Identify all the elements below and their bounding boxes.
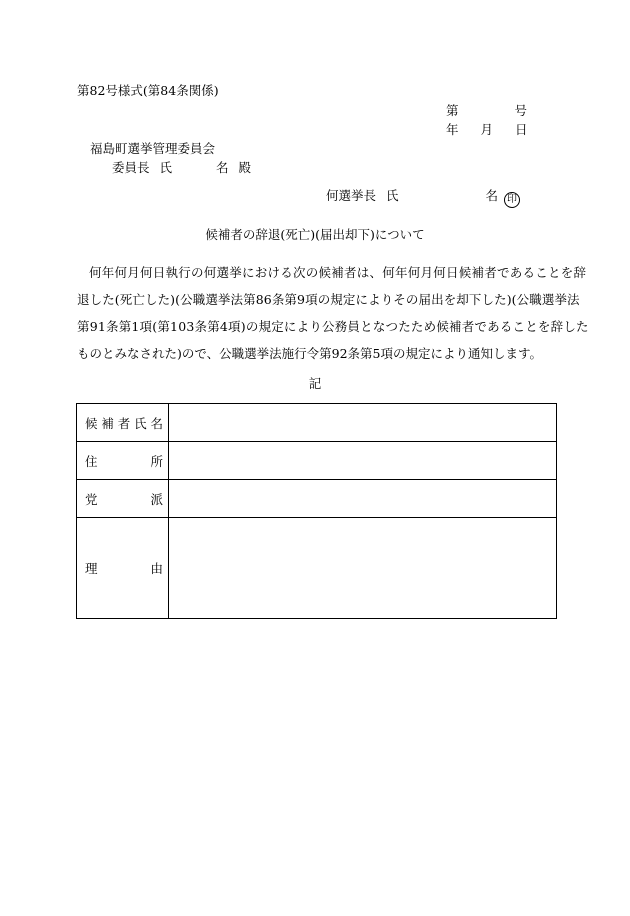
document-title: 候補者の辞退(死亡)(届出却下)について: [205, 227, 425, 242]
label-char: 補: [101, 415, 114, 431]
label-char: 党: [85, 491, 98, 507]
label-char: 候: [85, 415, 98, 431]
address-label: [77, 442, 169, 480]
body-paragraph: [77, 259, 589, 367]
body-line: 何年何月何日執行の何選挙における次の候補者は、何年何月何日候補者であることを辞: [89, 265, 587, 280]
label-char: 氏: [134, 415, 147, 431]
document-number-prefix: 第: [446, 103, 459, 118]
recipient-given-name: 名: [216, 160, 229, 175]
body-line: 退した(死亡した)(公職選挙法第86条第9項の規定によりその届出を却下した)(公職選挙法: [77, 292, 580, 307]
recipient-title: 委員長: [112, 160, 150, 175]
recipient-organization: 福島町選挙管理委員会: [90, 141, 216, 156]
recipient-surname: 氏: [159, 160, 173, 175]
table-row: [77, 480, 557, 518]
document-number-suffix: 号: [514, 103, 528, 118]
label-char: 派: [150, 491, 163, 507]
label-char: 名: [150, 415, 163, 431]
sender-given-name: 名: [485, 188, 499, 203]
label-char: 由: [150, 561, 163, 576]
label-char: 者: [117, 415, 131, 431]
sender-title: 何選挙長: [326, 188, 377, 203]
candidate-name-value[interactable]: [169, 404, 557, 442]
address-value[interactable]: [169, 442, 557, 480]
document-number: [446, 105, 527, 118]
party-label: [77, 480, 169, 518]
candidate-details-table: [76, 403, 557, 619]
recipient-honorific: 殿: [238, 160, 252, 175]
sender-line: [326, 190, 520, 208]
document-date: [446, 124, 528, 137]
date-day: 日: [515, 122, 528, 137]
label-char: 理: [85, 561, 98, 576]
label-char: 住: [85, 453, 98, 469]
body-line: 第91条第1項(第103条第4項)の規定により公務員となつたため候補者であることを辞した: [77, 319, 589, 334]
date-month: 月: [480, 122, 494, 137]
table-row: [77, 442, 557, 480]
party-value[interactable]: [169, 480, 557, 518]
body-line: ものとみなされた)ので、公職選挙法施行令第92条第5項の規定により通知します。: [77, 346, 542, 361]
label-char: 所: [150, 453, 163, 469]
table-row: [77, 404, 557, 442]
reason-label: [77, 518, 169, 619]
recipient-name-line: [112, 162, 251, 175]
table-row: [77, 518, 557, 619]
note-label: 記: [308, 376, 322, 391]
candidate-name-label: [77, 404, 169, 442]
date-year: 年: [446, 122, 459, 137]
form-number: 第82号様式(第84条関係): [77, 83, 219, 98]
reason-value[interactable]: [169, 518, 557, 619]
sender-surname: 氏: [386, 188, 399, 203]
seal-icon: 印: [504, 192, 520, 208]
